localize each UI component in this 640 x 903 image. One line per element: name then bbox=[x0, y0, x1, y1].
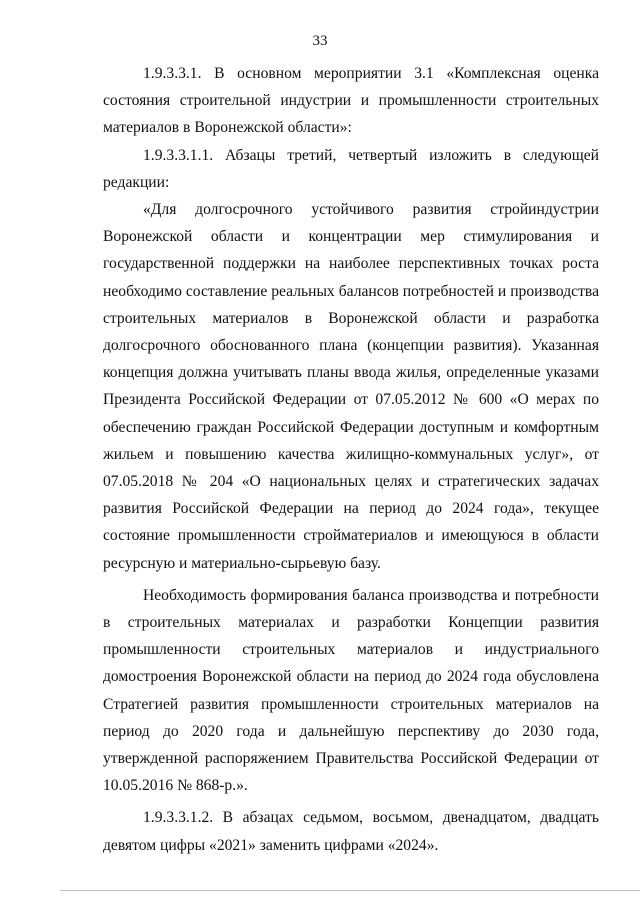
paragraph-quoted-text-1: «Для долгосрочного устойчивого развития стройиндустрии Воронежской области и концентрации мер стимулирования и государственной поддержки на наиболее перспективных точках роста необходимо составление реальных балансов потребностей и производства строительных материалов в Воронежской области и разработка долгосрочного обоснованного плана (концепции развития). Указанная концепция должна учитывать планы ввода жилья, определенные указами Президента Российской Федерации от 07.05.2012 № 600 «О мерах по обеспечению граждан Российской Федерации доступным и комфортным жильем и повышению качества жилищно-коммунальных услуг», от 07.05.2018 № 204 «О национальных целях и стратегических задачах развития Российской Федерации на период до 2024 года», текущее состояние промышленности стройматериалов и имеющуюся в области ресурсную и материально-сырьевую базу. bbox=[103, 201, 599, 572]
paragraph-1-9-3-3-1-2: 1.9.3.3.1.2. В абзацах седьмом, восьмом, двенадцатом, двадцать девятом цифры «2021» заменить цифрами «2024». bbox=[103, 809, 599, 854]
footer-rule bbox=[60, 890, 640, 891]
paragraph-1-9-3-3-1-1: 1.9.3.3.1.1. Абзацы третий, четвертый изложить в следующей редакции: bbox=[103, 146, 599, 191]
document-body bbox=[103, 60, 599, 859]
page-number: 33 bbox=[312, 33, 328, 49]
paragraph-quoted-text-2: Необходимость формирования баланса производства и потребности в строительных материалах и разработки Концепции развития промышленности строительных материалов и индустриального домостроения Воронежской области на период до 2024 года обусловлена Стратегией развития промышленности строительных материалов на период до 2020 года и дальнейшую перспективу до 2030 года, утвержденной распоряжением Правительства Российской Федерации от 10.05.2016 № 868-р.». bbox=[103, 586, 599, 795]
paragraph-1-9-3-3-1: 1.9.3.3.1. В основном мероприятии 3.1 «Комплексная оценка состояния строительной индустрии и промышленности строительных материалов в Воронежской области»: bbox=[103, 65, 599, 137]
